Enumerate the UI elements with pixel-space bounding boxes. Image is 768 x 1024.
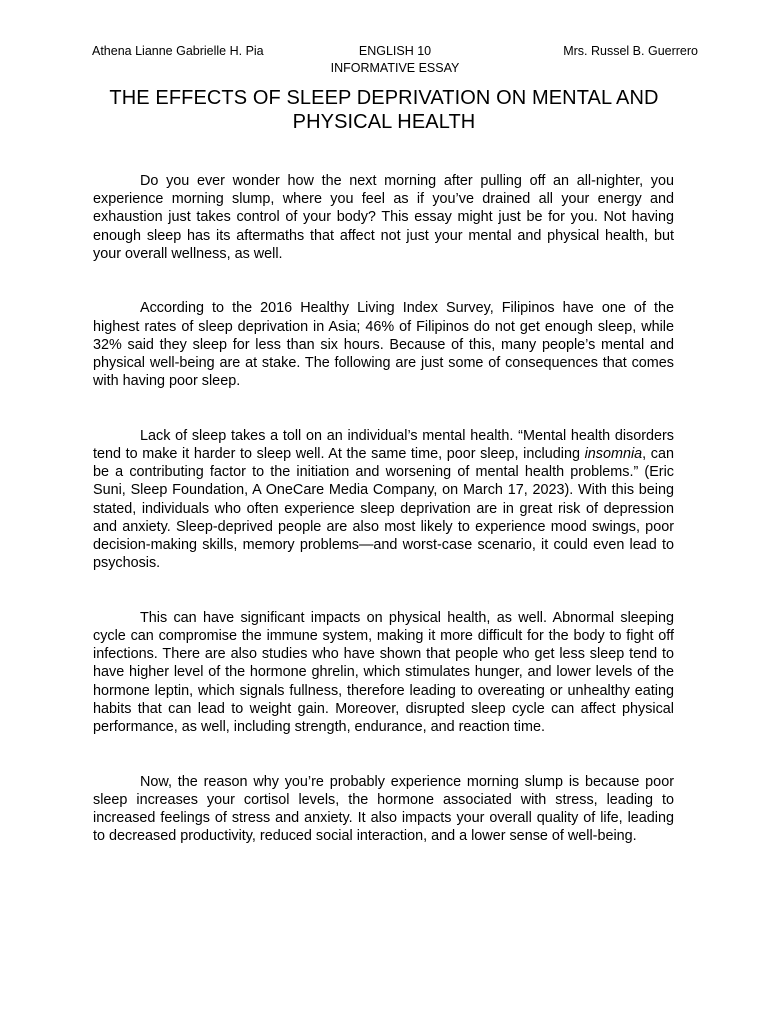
essay-title: THE EFFECTS OF SLEEP DEPRIVATION ON MENTAL AND PHYSICAL HEALTH bbox=[109, 87, 659, 133]
paragraph-mental-health-text-start: Lack of sleep takes a toll on an individual’s mental health. “Mental health disorders tend to make it harder to sleep well. At the same time, poor sleep, including bbox=[93, 427, 674, 463]
insomnia-emphasis: insomnia bbox=[584, 446, 643, 463]
student-name: Athena Lianne Gabrielle H. Pia bbox=[92, 44, 264, 58]
document-header bbox=[92, 43, 698, 79]
paragraph-conclusion: Now, the reason why you’re probably experience morning slump is because poor sleep increases your cortisol levels, the hormone associated with stress, leading to increased feelings of stress and anxiety. It also impacts your overall quality of life, leading to decreased productivity, reduced social interaction, and a lower sense of well-being. bbox=[93, 773, 674, 845]
paragraph-physical-health: This can have significant impacts on physical health, as well. Abnormal sleeping cycle can compromise the immune system, making it more difficult for the body to fight off infections. There are also studies who have shown that people who get less sleep tend to have higher level of the hormone ghrelin, which stimulates hunger, and lower levels of the hormone leptin, which signals fullness, therefore leading to overeating or unhealthy eating habits that can lead to weight gain. Moreover, disrupted sleep cycle can affect physical performance, as well, including strength, endurance, and reaction time. bbox=[93, 609, 674, 736]
essay-body bbox=[93, 172, 674, 845]
paragraph-statistics: According to the 2016 Healthy Living Index Survey, Filipinos have one of the highest rates of sleep deprivation in Asia; 46% of Filipinos do not get enough sleep, while 32% said they sleep for less than six hours. Because of this, many people’s mental and physical well-being are at stake. The following are just some of consequences that comes with having poor sleep. bbox=[93, 300, 674, 390]
teacher-name: Mrs. Russel B. Guerrero bbox=[563, 44, 698, 58]
paragraph-mental-health-text-end: , can be a contributing factor to the initiation and worsening of mental health problems.” (Eric Suni, Sleep Foundation, A OneCare Media Company, on March 17, 2023). With this being stated, individuals who often experience sleep deprivation are in great risk of depression and anxiety. Sleep-deprived people are also most likely to experience mood swings, poor decision-making skills, memory problems—and worst-case scenario, it could even lead to psychosis. bbox=[93, 446, 674, 572]
subject-label: ENGLISH 10 bbox=[358, 44, 432, 58]
essay-type-label: INFORMATIVE ESSAY bbox=[330, 61, 460, 75]
paragraph-mental-health bbox=[93, 427, 674, 573]
paragraph-intro: Do you ever wonder how the next morning after pulling off an all-nighter, you experience morning slump, where you feel as if you’ve drained all your energy and exhaustion just takes control of your body? This essay might just be for you. Not having enough sleep has its aftermaths that affect not just your mental and physical health, but your overall wellness, as well. bbox=[93, 173, 674, 262]
